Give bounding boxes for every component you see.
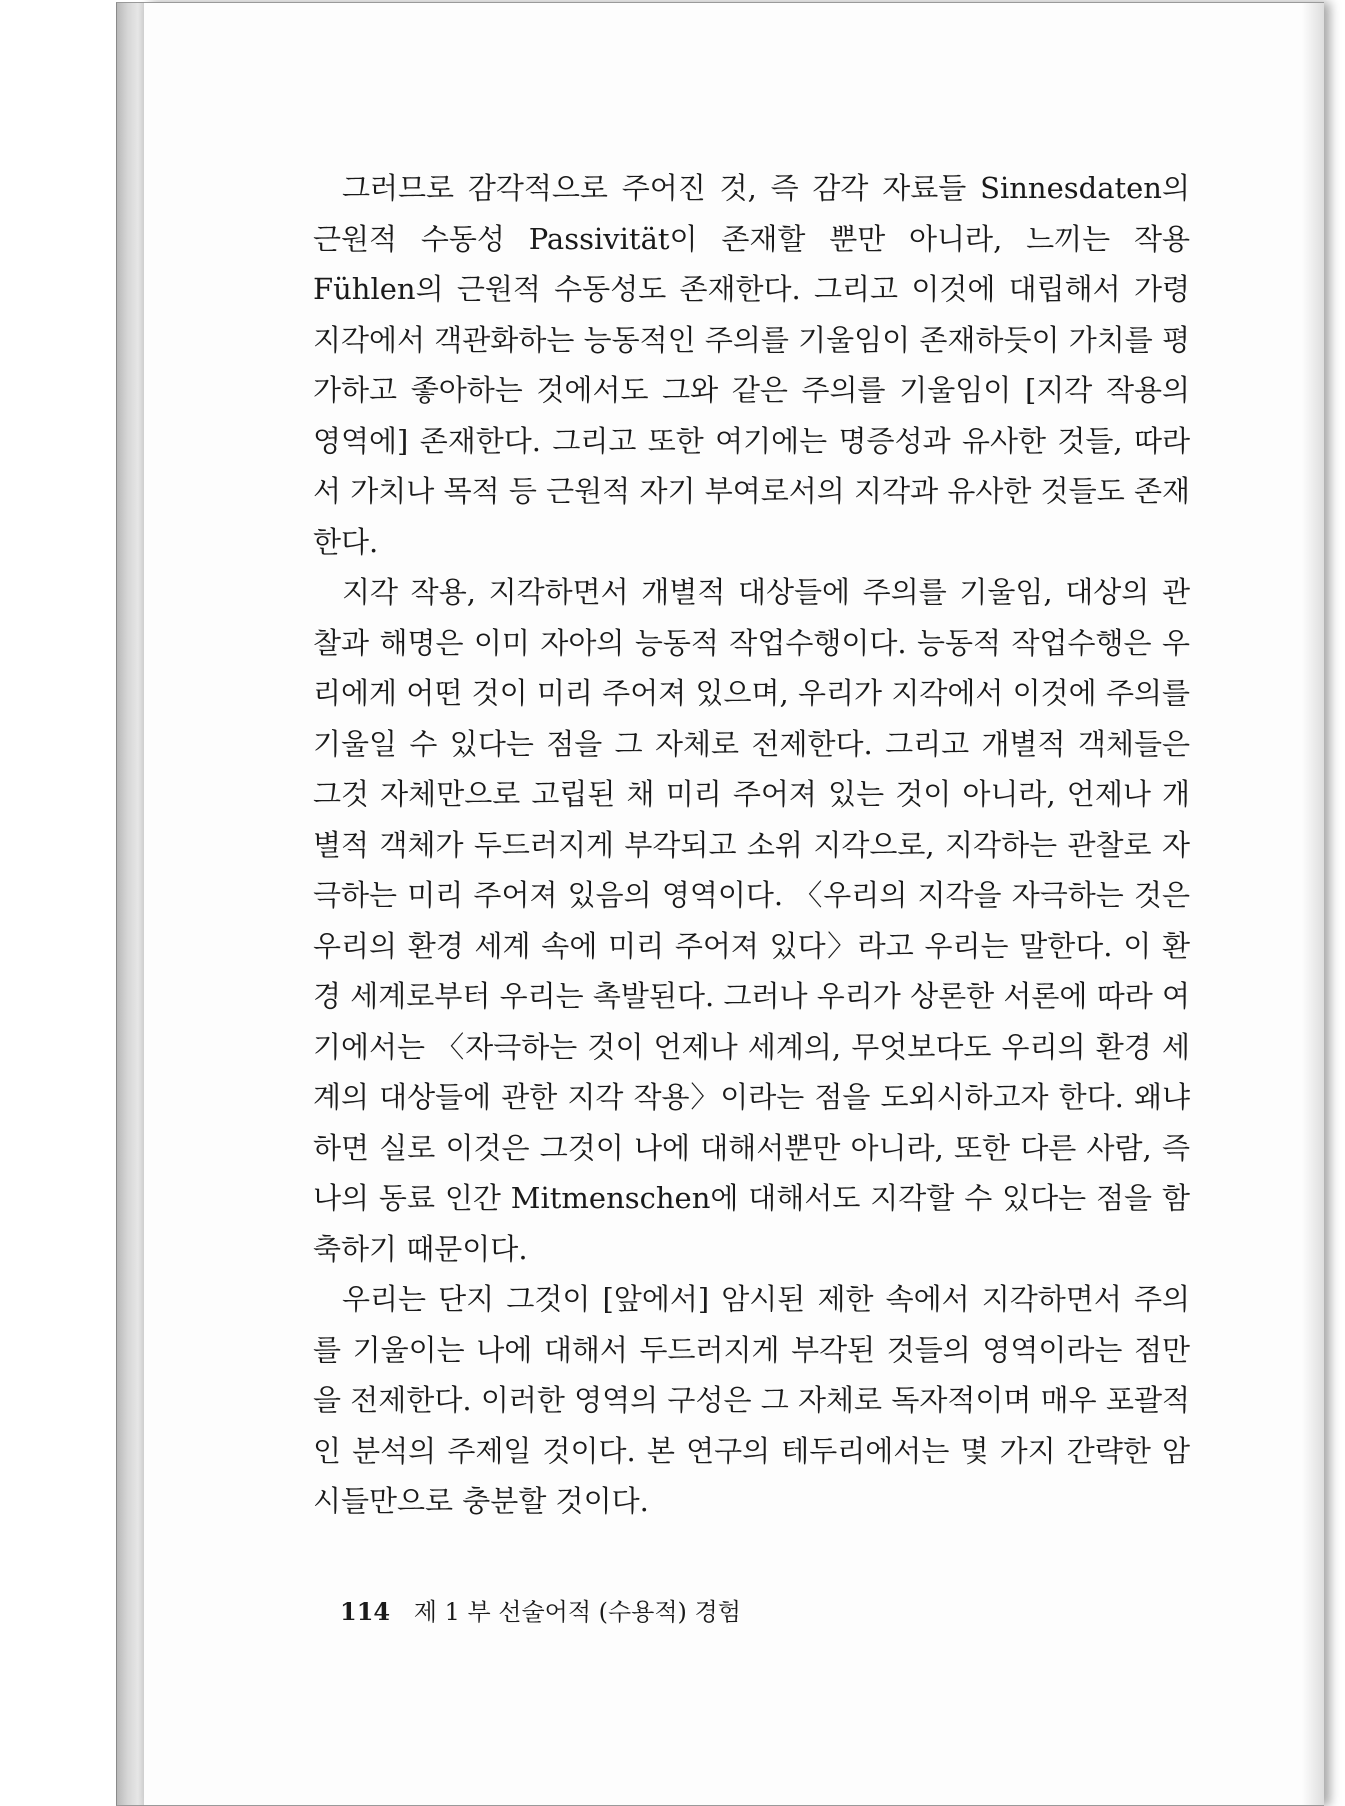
running-head: 제 1 부 선술어적 (수용적) 경험 [413, 1598, 741, 1626]
body-text [313, 163, 1190, 1527]
page-block-edge [116, 2, 147, 1806]
paragraph-3: 우리는 단지 그것이 [앞에서] 암시된 제한 속에서 지각하면서 주의를 기울이는 나에 대해서 두드러지게 부각된 것들의 영역이라는 점만을 전제한다. 이러한 영역의 구성은 그 자체로 독자적이며 매우 포괄적인 분석의 주제일 것이다. 본 연구의 테두리에서는 몇 가지 간략한 암시들만으로 충분할 것이다. [313, 1282, 1190, 1518]
paragraph-1: 그러므로 감각적으로 주어진 것, 즉 감각 자료들 Sinnesdaten의 근원적 수동성 Passivität이 존재할 뿐만 아니라, 느끼는 작용 Fühlen의 근원적 수동성도 존재한다. 그리고 이것에 대립해서 가령 지각에서 객관화하는 능동적인 주의를 기울임이 존재하듯이 가치를 평가하고 좋아하는 것에서도 그와 같은 주의를 기울임이 [지각 작용의 영역에] 존재한다. 그리고 또한 여기에는 명증성과 유사한 것들, 따라서 가치나 목적 등 근원적 자기 부여로서의 지각과 유사한 것들도 존재한다. [313, 171, 1190, 559]
page-footer [340, 1592, 741, 1627]
paragraph-2: 지각 작용, 지각하면서 개별적 대상들에 주의를 기울임, 대상의 관찰과 해명은 이미 자아의 능동적 작업수행이다. 능동적 작업수행은 우리에게 어떤 것이 미리 주어져 있으며, 우리가 지각에서 이것에 주의를 기울일 수 있다는 점을 그 자체로 전제한다. 그리고 개별적 객체들은 그것 자체만으로 고립된 채 미리 주어져 있는 것이 아니라, 언제나 개별적 객체가 두드러지게 부각되고 소위 지각으로, 지각하는 관찰로 자극하는 미리 주어져 있음의 영역이다. 〈우리의 지각을 자극하는 것은 우리의 환경 세계 속에 미리 주어져 있다〉라고 우리는 말한다. 이 환경 세계로부터 우리는 촉발된다. 그러나 우리가 상론한 서론에 따라 여기에서는 〈자극하는 것이 언제나 세계의, 무엇보다도 우리의 환경 세계의 대상들에 관한 지각 작용〉이라는 점을 도외시하고자 한다. 왜냐하면 실로 이것은 그것이 나에 대해서뿐만 아니라, 또한 다른 사람, 즉 나의 동료 인간 Mitmenschen에 대해서도 지각할 수 있다는 점을 함축하기 때문이다. [313, 575, 1190, 1266]
page-number: 114 [340, 1597, 391, 1626]
page-edge-shadow [1302, 3, 1324, 1805]
